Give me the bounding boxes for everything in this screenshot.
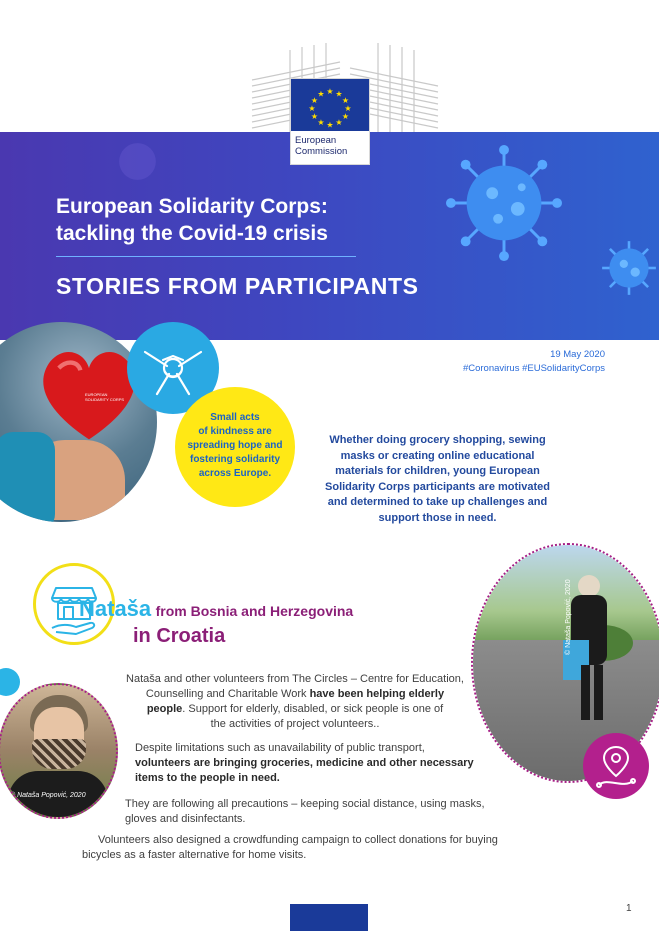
paragraph-bold: people	[146, 703, 183, 715]
location-pin-icon	[583, 733, 649, 799]
paragraph-line: Volunteers also designed a crowdfunding campaign to collect donations for buying	[98, 834, 498, 846]
paragraph-text: Counselling and Charitable Work	[145, 688, 310, 700]
svg-text:★: ★	[335, 89, 343, 99]
paragraph-text: . Support for elderly, disabled, or sick people is one of	[182, 703, 444, 715]
logo-line-2: Commission	[295, 146, 348, 157]
svg-text:★: ★	[341, 112, 350, 121]
participant-name: Nataša	[79, 596, 152, 621]
hope-line: across Europe.	[198, 468, 272, 479]
footer-bar	[290, 904, 368, 931]
virus-icon	[110, 134, 165, 189]
virus-icon	[445, 144, 563, 262]
title-line-1: European Solidarity Corps:	[56, 195, 328, 218]
paragraph-line: Despite limitations such as unavailability of public transport,	[135, 742, 425, 754]
participant-location: in Croatia	[133, 625, 226, 647]
hope-line: fostering solidarity	[189, 454, 280, 465]
hope-line: of kindness are	[198, 426, 272, 437]
eu-flag-icon	[291, 79, 369, 131]
hope-line: spreading hope and	[187, 440, 283, 451]
participant-origin: from Bosnia and Herzegovina	[155, 603, 354, 619]
title-line-2: tackling the Covid-19 crisis	[56, 222, 328, 245]
svg-text:★: ★	[310, 96, 319, 105]
hashtags: #Coronavirus #EUSolidarityCorps	[462, 363, 605, 374]
virus-icon	[598, 237, 659, 299]
paragraph-bold: items to the people in need.	[135, 772, 280, 784]
heart-label: EUROPEAN SOLIDARITY CORPS	[85, 392, 125, 402]
story-paragraph-1	[95, 672, 495, 732]
svg-text:★: ★	[308, 104, 316, 113]
svg-text:★: ★	[341, 96, 350, 105]
paragraph-bold: volunteers are bringing groceries, medicine and other necessary	[135, 757, 474, 769]
story-paragraph-2	[135, 741, 535, 786]
paragraph-line: bicycles as a faster alternative for home visits.	[82, 849, 307, 861]
svg-text:★: ★	[326, 120, 334, 130]
european-commission-logo	[290, 78, 370, 165]
page-number: 1	[626, 903, 632, 914]
paragraph-line: gloves and disinfectants.	[125, 813, 246, 825]
intro-line: support those in need.	[378, 511, 497, 524]
intro-line: masks or creating online educational	[340, 449, 535, 462]
svg-text:★: ★	[326, 87, 334, 96]
title-divider	[56, 256, 356, 257]
hope-line: Small acts	[210, 412, 260, 423]
hope-text	[182, 411, 288, 481]
intro-line: and determined to take up challenges and	[327, 496, 548, 508]
publish-date: 19 May 2020	[550, 349, 605, 360]
svg-text:★: ★	[310, 112, 319, 121]
intro-line: Solidarity Corps participants are motivated	[325, 480, 550, 493]
svg-text:★: ★	[335, 118, 343, 127]
paragraph-bold: have been helping elderly	[309, 688, 445, 700]
page-subtitle: STORIES FROM PARTICIPANTS	[56, 273, 419, 299]
intro-line: materials for children, young European	[335, 465, 540, 477]
story-paragraph-4	[82, 833, 562, 863]
story-heading	[79, 596, 353, 622]
decorative-dot	[0, 668, 20, 696]
photo-credit: © Nataša Popović, 2020	[10, 792, 86, 799]
svg-text:★: ★	[317, 89, 325, 99]
svg-text:★: ★	[344, 104, 352, 113]
svg-text:★: ★	[317, 118, 325, 127]
photo-credit: © Nataša Popović, 2020	[565, 579, 572, 655]
paragraph-line: Nataša and other volunteers from The Circles – Centre for Education,	[126, 673, 464, 685]
intro-line: Whether doing grocery shopping, sewing	[329, 434, 546, 446]
logo-line-1: European	[295, 135, 337, 146]
intro-text	[300, 433, 575, 526]
paragraph-line: the activities of project volunteers..	[210, 718, 380, 730]
paragraph-line: They are following all precautions – keeping social distance, using masks,	[125, 798, 485, 810]
story-paragraph-3	[125, 797, 545, 827]
date-and-hashtags	[463, 348, 605, 376]
page-title	[56, 193, 328, 247]
logo-text	[295, 135, 347, 157]
